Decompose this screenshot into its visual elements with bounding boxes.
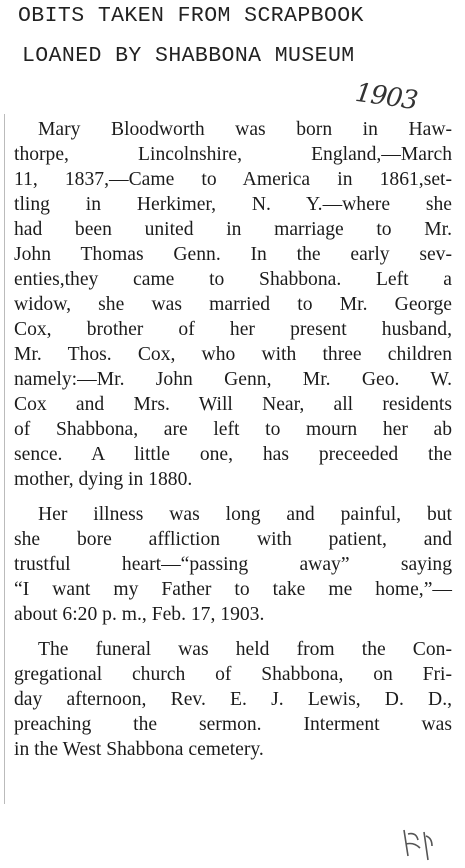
pen-scribble-mark xyxy=(398,826,438,864)
obit-line: trustful heart—“passing away” saying xyxy=(14,554,452,575)
obit-line: “I want my Father to take me home,”— xyxy=(14,579,452,600)
obit-line: about 6:20 p. m., Feb. 17, 1903. xyxy=(14,604,265,625)
obit-line: sence. A little one, has preceeded the xyxy=(14,444,452,465)
obit-line: Cox and Mrs. Will Near, all residents xyxy=(14,394,452,415)
obit-line: Cox, brother of her present husband, xyxy=(14,319,452,340)
clipping-edge xyxy=(4,114,5,804)
obit-line: she bore affliction with patient, and xyxy=(14,529,452,550)
obit-line: Her illness was long and painful, but xyxy=(38,504,452,525)
obit-line: had been united in marriage to Mr. xyxy=(14,219,452,240)
obit-line: Mr. Thos. Cox, who with three children xyxy=(14,344,452,365)
obit-line: mother, dying in 1880. xyxy=(14,469,193,490)
obit-line: day afternoon, Rev. E. J. Lewis, D. D., xyxy=(14,689,452,710)
obit-line: widow, she was married to Mr. George xyxy=(14,294,452,315)
obit-line: in the West Shabbona cemetery. xyxy=(14,739,264,760)
obit-line: gregational church of Shabbona, on Fri- xyxy=(14,664,452,685)
obit-line: John Thomas Genn. In the early sev- xyxy=(14,244,452,265)
obit-line: tling in Herkimer, N. Y.—where she xyxy=(14,194,452,215)
obit-line: Mary Bloodworth was born in Haw- xyxy=(38,119,452,140)
obit-line: namely:—Mr. John Genn, Mr. Geo. W. xyxy=(14,369,452,390)
obit-line: thorpe, Lincolnshire, England,—March xyxy=(14,144,452,165)
header-line-2: LOANED BY SHABBONA MUSEUM xyxy=(22,44,355,68)
obit-line: preaching the sermon. Interment was xyxy=(14,714,452,735)
obit-line: enties,they came to Shabbona. Left a xyxy=(14,269,452,290)
obit-line: The funeral was held from the Con- xyxy=(38,639,452,660)
obit-line: 11, 1837,—Came to America in 1861,set- xyxy=(14,169,452,190)
header-line-1: OBITS TAKEN FROM SCRAPBOOK xyxy=(18,4,364,28)
handwritten-year: 1903 xyxy=(353,77,419,117)
obit-line: of Shabbona, are left to mourn her ab xyxy=(14,419,452,440)
